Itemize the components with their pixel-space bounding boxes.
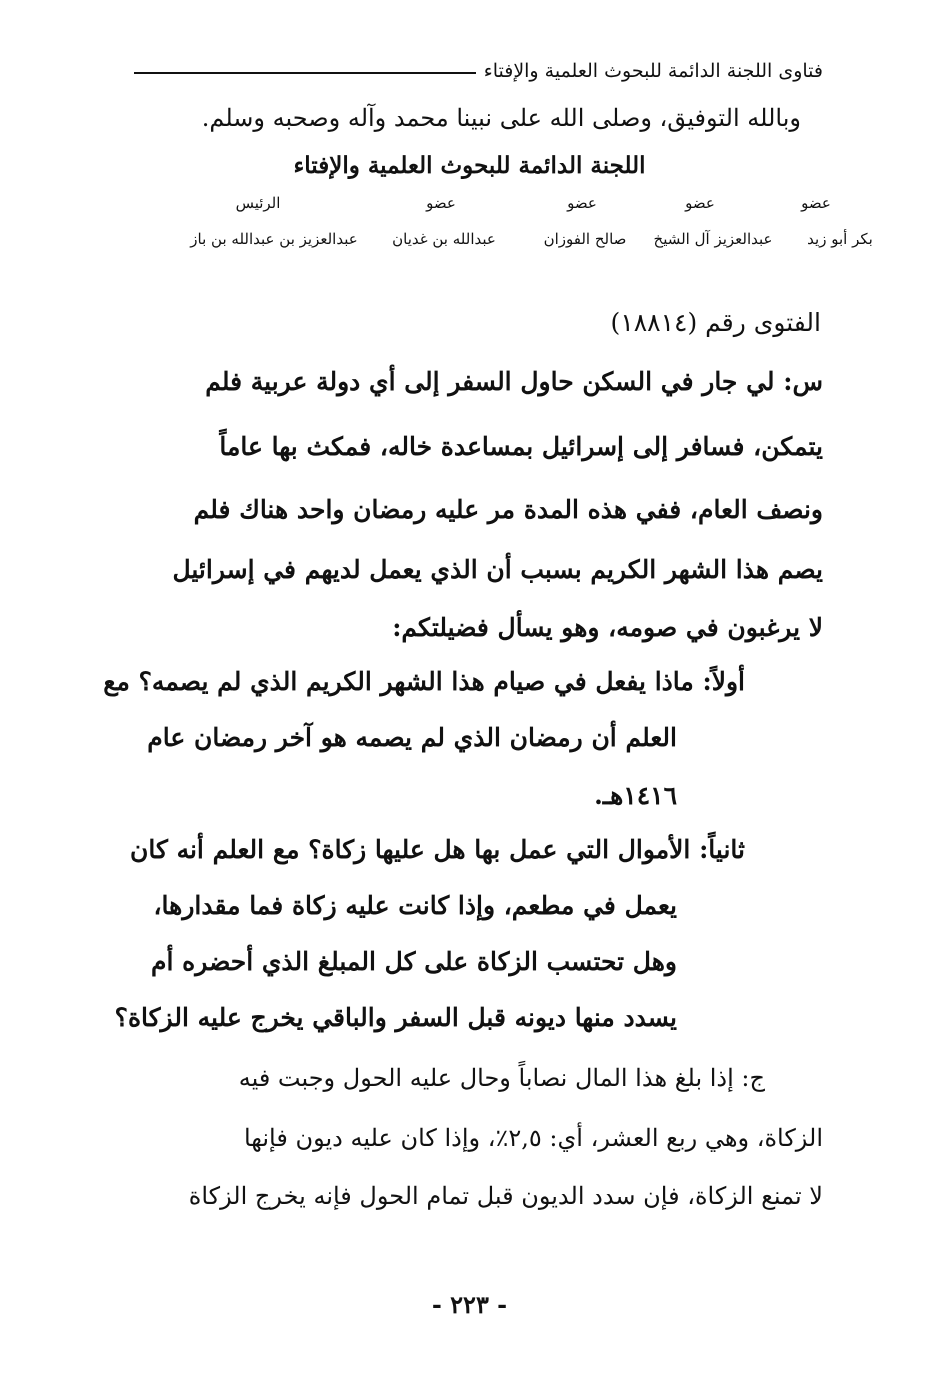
answer-line: الزكاة، وهي ربع العشر، أي: ٢,٥٪، وإذا كان عليه ديون فإنها: [243, 1124, 823, 1152]
signatory-name: صالح الفوزان: [543, 230, 627, 248]
question-second-line: يعمل في مطعم، وإذا كانت عليه زكاة فما مقدارها،: [153, 891, 677, 920]
fatwa-number: الفتوى رقم (١٨٨١٤): [610, 308, 821, 337]
question-first-line: العلم أن رمضان الذي لم يصمه هو آخر رمضان عام: [147, 723, 677, 752]
answer-line: ج: إذا بلغ هذا المال نصاباً وحال عليه الحول وجبت فيه: [238, 1064, 765, 1092]
question-second-line: ثانياً: الأموال التي عمل بها هل عليها زكاة؟ مع العلم أنه كان: [129, 835, 745, 864]
question-first-line: أولاً: ماذا يفعل في صيام هذا الشهر الكريم الذي لم يصمه؟ مع: [103, 667, 745, 696]
question-first-line: ١٤١٦هـ.: [594, 781, 677, 810]
question-second-line: يسدد منها ديونه قبل السفر والباقي يخرج عليه الزكاة؟: [114, 1003, 677, 1032]
signatory-role: عضو: [801, 194, 831, 212]
running-header: [134, 54, 823, 88]
closing-line: وبالله التوفيق، وصلى الله على نبينا محمد وآله وصحبه وسلم.: [201, 104, 801, 132]
header-rule: [134, 72, 476, 74]
question-line: ونصف العام، ففي هذه المدة مر عليه رمضان واحد هناك فلم: [193, 495, 823, 524]
question-line: يتمكن، فسافر إلى إسرائيل بمساعدة خاله، فمكث بها عاماً: [219, 432, 823, 461]
signatory-names: [0, 230, 939, 258]
signatory-role: عضو: [426, 194, 456, 212]
book-title: فتاوى اللجنة الدائمة للبحوث العلمية والإفتاء: [483, 60, 823, 82]
signatory-name: عبدالله بن غديان: [392, 230, 496, 248]
signatory-name: عبدالعزيز بن عبدالله بن باز: [190, 230, 358, 248]
committee-name: اللجنة الدائمة للبحوث العلمية والإفتاء: [293, 152, 646, 179]
question-line: لا يرغبون في صومه، وهو يسأل فضيلتكم:: [392, 613, 823, 642]
signatory-role: الرئيس: [235, 194, 281, 212]
answer-line: لا تمنع الزكاة، فإن سدد الديون قبل تمام الحول فإنه يخرج الزكاة: [188, 1182, 823, 1210]
question-line: س: لي جار في السكن حاول السفر إلى أي دولة عربية فلم: [205, 367, 823, 396]
signatory-role: عضو: [567, 194, 597, 212]
question-line: يصم هذا الشهر الكريم بسبب أن الذي يعمل لديهم في إسرائيل: [172, 555, 823, 584]
signatory-roles: [0, 194, 939, 222]
page-number: - ٢٢٣ -: [431, 1290, 508, 1319]
signatory-name: عبدالعزيز آل الشيخ: [653, 230, 773, 248]
signatory-role: عضو: [685, 194, 715, 212]
signatory-name: بكر أبو زيد: [807, 230, 873, 248]
question-second-line: وهل تحتسب الزكاة على كل المبلغ الذي أحضره أم: [151, 947, 677, 976]
